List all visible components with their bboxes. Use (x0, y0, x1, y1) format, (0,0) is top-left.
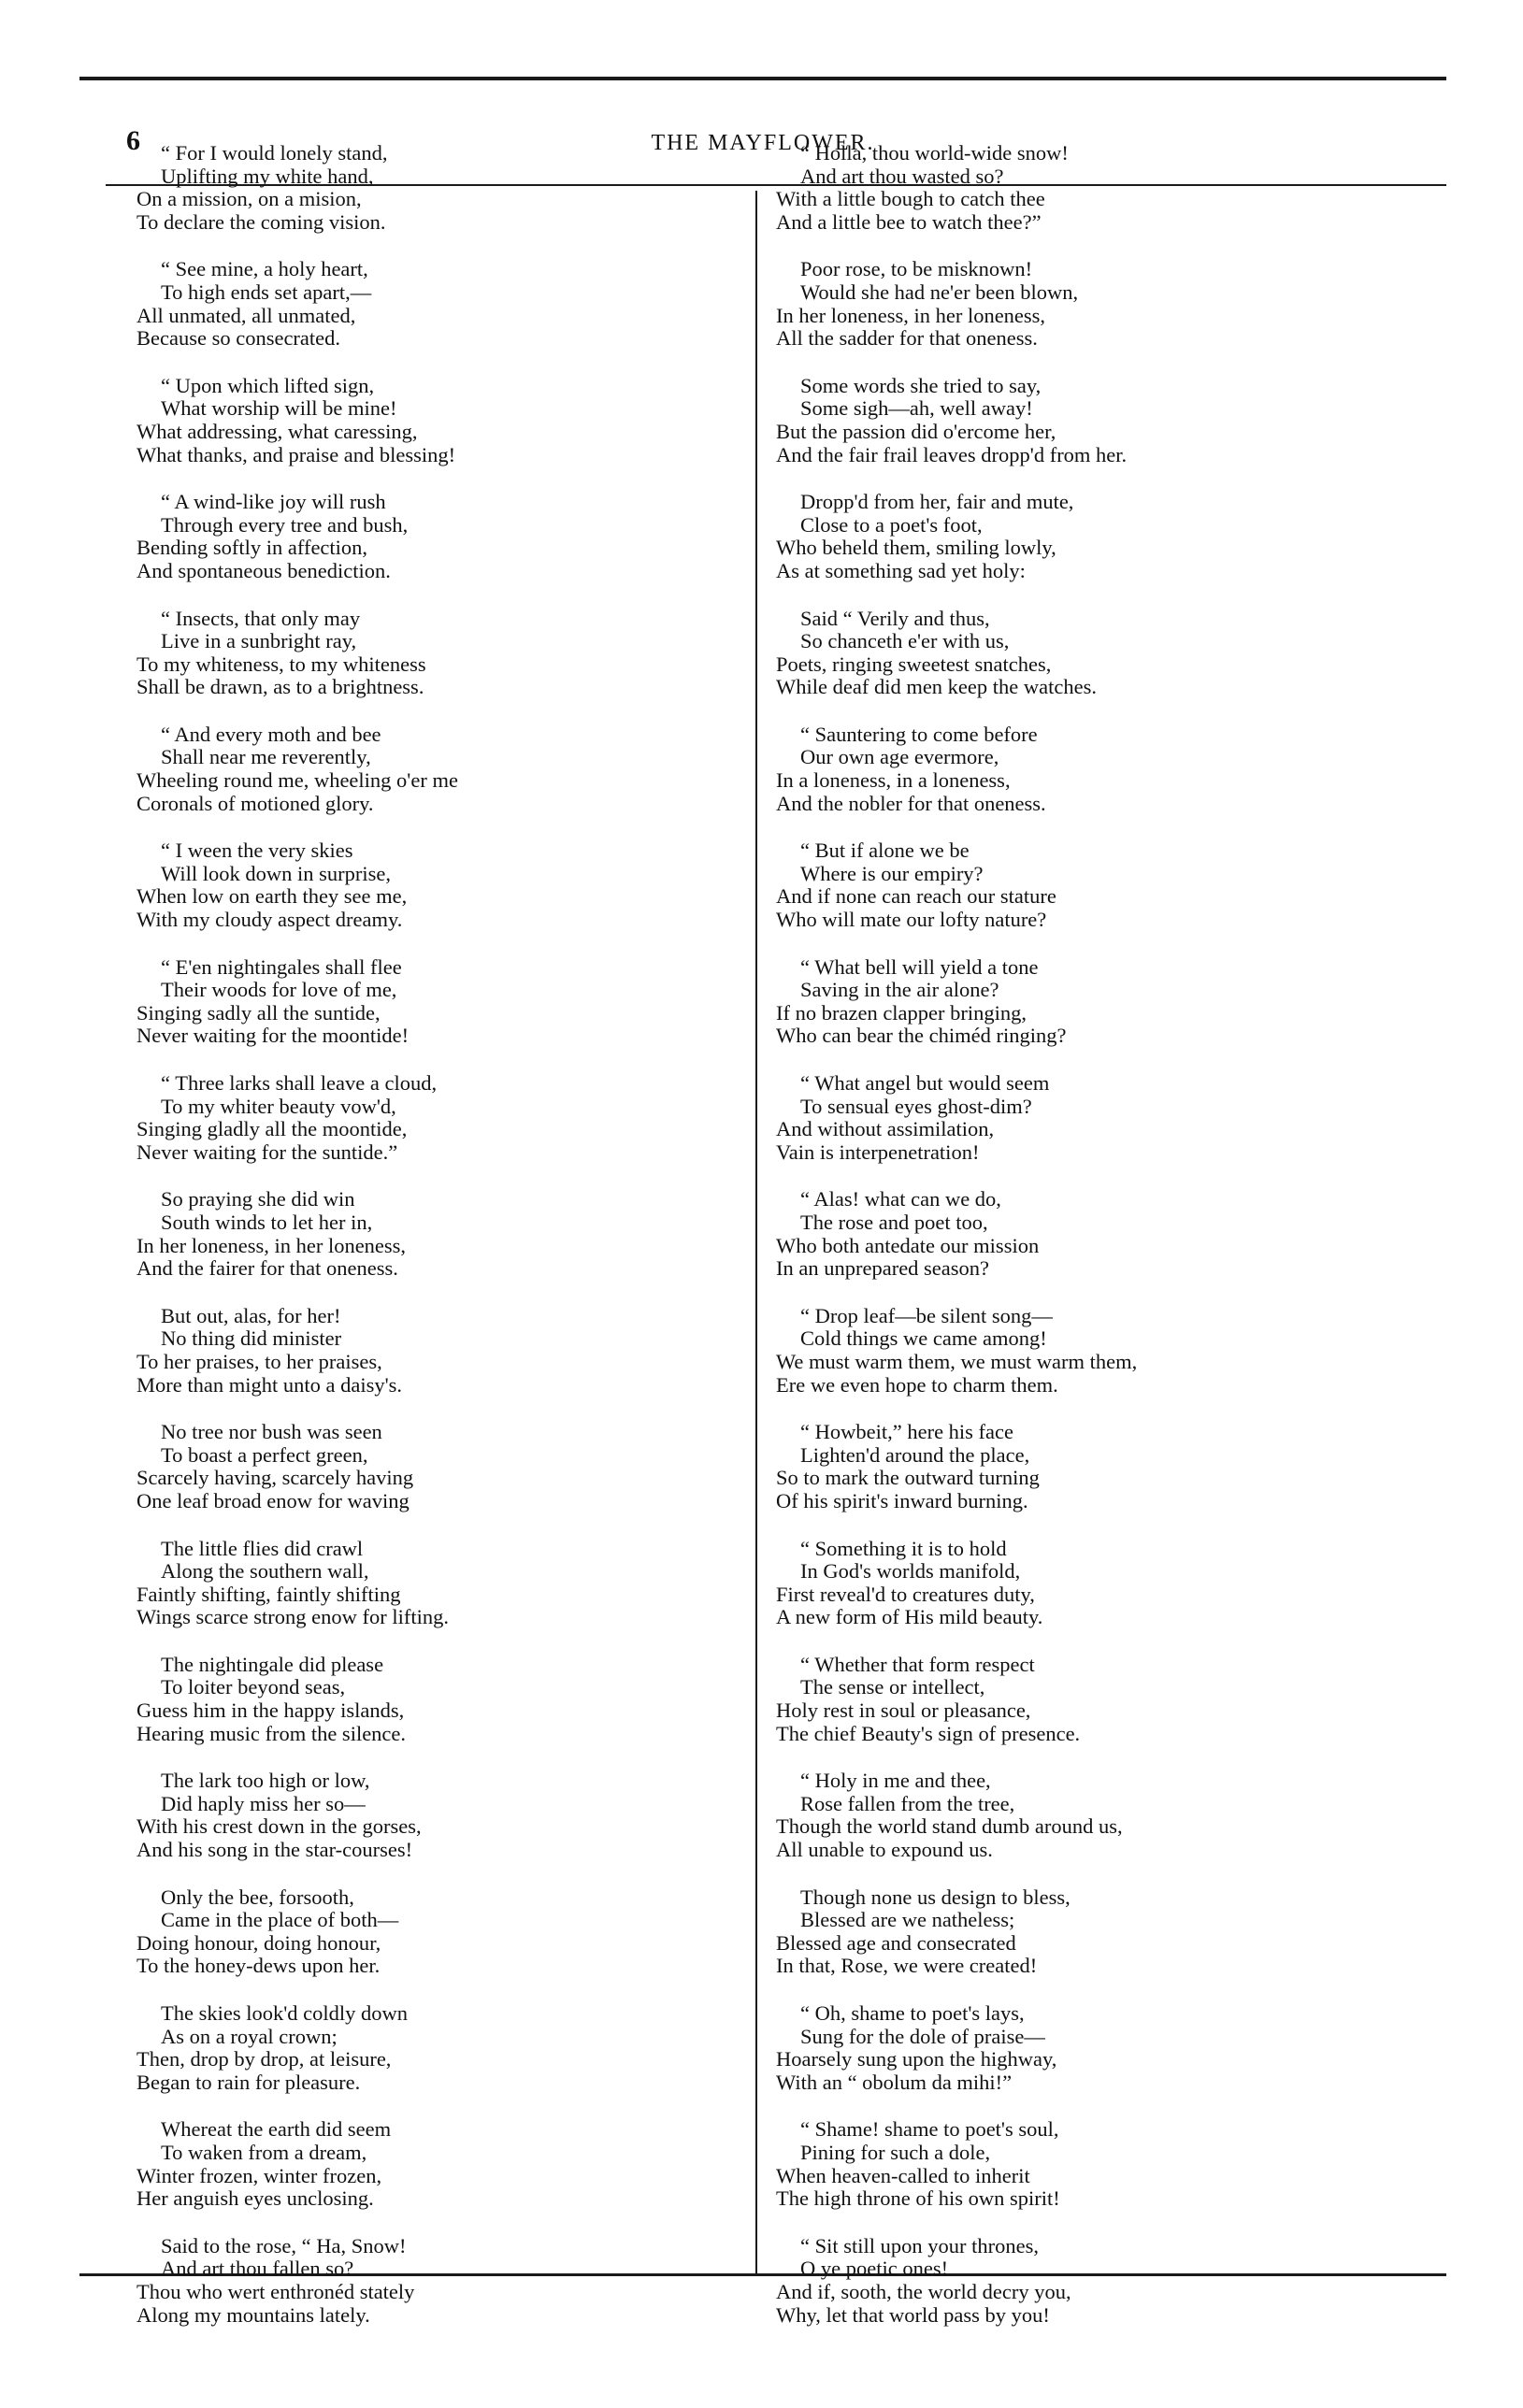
verse-line: “ What angel but would seem (800, 1071, 1050, 1095)
verse-line: Only the bee, forsooth, (161, 1885, 354, 1909)
verse-line: Blessed are we natheless; (800, 1908, 1015, 1932)
verse-line: To waken from a dream, (161, 2140, 367, 2164)
verse-line: Why, let that world pass by you! (776, 2302, 1050, 2327)
verse-line: “ Whether that form respect (800, 1652, 1035, 1676)
verse-line: “ What bell will yield a tone (800, 954, 1039, 979)
verse-line: Faintly shifting, faintly shifting (136, 1582, 401, 1606)
stanza (776, 2235, 1356, 2327)
verse-line: When low on earth they see me, (136, 884, 408, 909)
verse-line: Winter frozen, winter frozen, (136, 2163, 382, 2187)
stanza (776, 142, 1356, 234)
verse-line: In her loneness, in her loneness, (136, 1233, 407, 1257)
stanza (776, 956, 1356, 1048)
verse-line: Shall near me reverently, (161, 745, 371, 769)
verse-line: In an unprepared season? (776, 1256, 990, 1281)
verse-line: The little flies did crawl (161, 1536, 364, 1560)
stanza (136, 1770, 660, 1861)
verse-line: To the honey-dews upon her. (136, 1954, 381, 1978)
verse-line: Thou who wert enthronéd stately (136, 2279, 415, 2303)
stanza (776, 1188, 1356, 1280)
verse-line: “ See mine, a holy heart, (161, 257, 368, 281)
verse-line: The lark too high or low, (161, 1769, 370, 1793)
stanza (776, 1421, 1356, 1512)
verse-line: All the sadder for that oneness. (776, 326, 1038, 351)
verse-line: Close to a poet's foot, (800, 512, 983, 537)
verse-line: Would she had ne'er been blown, (800, 280, 1079, 304)
stanza (776, 2002, 1356, 2094)
verse-line: Bending softly in affection, (136, 536, 368, 560)
verse-line: Doing honour, doing honour, (136, 1930, 381, 1955)
stanza (776, 1654, 1356, 1745)
verse-line: Hoarsely sung upon the highway, (776, 2047, 1057, 2071)
verse-line: The sense or intellect, (800, 1675, 985, 1699)
stanza (136, 2002, 660, 2094)
stanza (136, 1886, 660, 1978)
verse-line: If no brazen clapper bringing, (776, 1000, 1027, 1025)
verse-line: To my whiter beauty vow'd, (161, 1094, 396, 1118)
verse-line: Poor rose, to be misknown! (800, 257, 1033, 281)
verse-line: Some words she tried to say, (800, 373, 1042, 397)
verse-line: And art thou fallen so? (161, 2257, 354, 2281)
running-head-title: THE MAYFLOWER. (651, 131, 875, 155)
verse-line: What worship will be mine! (161, 396, 397, 421)
verse-line: Said to the rose, “ Ha, Snow! (161, 2233, 407, 2258)
verse-line: Hearing music from the silence. (136, 1721, 407, 1745)
verse-line: “ Something it is to hold (800, 1536, 1007, 1560)
verse-line: The high throne of his own spirit! (776, 2186, 1060, 2211)
verse-line: Wings scarce strong enow for lifting. (136, 1605, 450, 1629)
verse-line: To sensual eyes ghost-dim? (800, 1094, 1032, 1118)
verse-line: Uplifting my white hand, (161, 164, 374, 188)
verse-line: “ Shame! shame to poet's soul, (800, 2117, 1059, 2142)
verse-line: And if none can reach our stature (776, 884, 1056, 909)
verse-line: Dropp'd from her, fair and mute, (800, 490, 1074, 514)
verse-line: Guess him in the happy islands, (136, 1698, 405, 1723)
verse-line: “ Holy in me and thee, (800, 1769, 991, 1793)
verse-line: To loiter beyond seas, (161, 1675, 346, 1699)
column-divider (755, 191, 757, 2273)
stanza (136, 258, 660, 350)
stanza (776, 608, 1356, 699)
stanza (776, 2118, 1356, 2210)
verse-line: The skies look'd coldly down (161, 2001, 409, 2025)
verse-line: And without assimilation, (776, 1117, 995, 1141)
verse-line: Began to rain for pleasure. (136, 2070, 361, 2094)
verse-line: And art thou wasted so? (800, 164, 1004, 188)
verse-line: So to mark the outward turning (776, 1466, 1040, 1490)
verse-line: Came in the place of both— (161, 1908, 399, 1932)
verse-line: Who can bear the chiméd ringing? (776, 1024, 1067, 1048)
verse-line: To her praises, to her praises, (136, 1349, 382, 1373)
verse-line: Will look down in surprise, (161, 861, 391, 885)
verse-line: What addressing, what caressing, (136, 419, 418, 443)
stanza (776, 839, 1356, 931)
verse-line: Along my mountains lately. (136, 2302, 370, 2327)
verse-line: And spontaneous benediction. (136, 558, 391, 582)
verse-line: Singing gladly all the moontide, (136, 1117, 408, 1141)
verse-line: Ere we even hope to charm them. (776, 1372, 1058, 1397)
verse-line: And the fair frail leaves dropp'd from her. (776, 442, 1128, 466)
verse-line: Though none us design to bless, (800, 1885, 1070, 1909)
verse-line: “ A wind-like joy will rush (161, 490, 386, 514)
verse-line: So praying she did win (161, 1187, 355, 1211)
verse-line: Never waiting for the suntide.” (136, 1140, 398, 1164)
verse-line: “ Sit still upon your thrones, (800, 2233, 1039, 2258)
verse-line: Her anguish eyes unclosing. (136, 2186, 374, 2211)
stanza (776, 258, 1356, 350)
verse-line: We must warm them, we must warm them, (776, 1349, 1138, 1373)
verse-line: All unmated, all unmated, (136, 303, 356, 327)
page-number: 6 (126, 125, 140, 156)
verse-line: “ Sauntering to come before (800, 722, 1038, 746)
verse-line: Some sigh—ah, well away! (800, 396, 1033, 421)
stanza (136, 1072, 660, 1164)
verse-line: Lighten'd around the place, (800, 1442, 1030, 1467)
verse-line: While deaf did men keep the watches. (776, 675, 1097, 699)
stanza (136, 2118, 660, 2210)
verse-line: Cold things we came among! (800, 1326, 1047, 1351)
verse-line: South winds to let her in, (161, 1210, 373, 1234)
verse-line: Then, drop by drop, at leisure, (136, 2047, 392, 2071)
stanza (136, 375, 660, 466)
verse-line: Coronals of motioned glory. (136, 791, 374, 815)
verse-line: “ Drop leaf—be silent song— (800, 1303, 1053, 1327)
verse-line: Rose fallen from the tree, (800, 1791, 1015, 1815)
verse-line: Singing sadly all the suntide, (136, 1000, 381, 1025)
stanza (136, 142, 660, 234)
verse-line: Vain is interpenetration! (776, 1140, 980, 1164)
verse-line: Pining for such a dole, (800, 2140, 991, 2164)
verse-line: “ Upon which lifted sign, (161, 373, 375, 397)
verse-line: Of his spirit's inward burning. (776, 1488, 1028, 1512)
verse-line: The rose and poet too, (800, 1210, 988, 1234)
verse-line: Who beheld them, smiling lowly, (776, 536, 1056, 560)
left-column (136, 142, 660, 2351)
verse-line: One leaf broad enow for waving (136, 1488, 409, 1512)
verse-line: To high ends set apart,— (161, 280, 372, 304)
verse-line: Our own age evermore, (800, 745, 999, 769)
verse-line: Who both antedate our mission (776, 1233, 1040, 1257)
verse-line: First reveal'd to creatures duty, (776, 1582, 1035, 1606)
verse-line: All unable to expound us. (776, 1838, 993, 1862)
verse-line: So chanceth e'er with us, (800, 629, 1010, 653)
verse-line: Who will mate our lofty nature? (776, 908, 1047, 932)
stanza (776, 1305, 1356, 1397)
verse-line: Sung for the dole of praise— (800, 2024, 1045, 2048)
verse-line: Though the world stand dumb around us, (776, 1814, 1123, 1839)
verse-line: Never waiting for the moontide! (136, 1024, 409, 1048)
stanza (776, 491, 1356, 582)
verse-line: “ E'en nightingales shall flee (161, 954, 402, 979)
verse-line: On a mission, on a mision, (136, 187, 362, 211)
verse-line: Their woods for love of me, (161, 978, 397, 1002)
verse-line: As at something sad yet holy: (776, 558, 1026, 582)
verse-line: And the nobler for that oneness. (776, 791, 1046, 815)
verse-line: What thanks, and praise and blessing! (136, 442, 456, 466)
verse-line: With his crest down in the gorses, (136, 1814, 422, 1839)
stanza (136, 1188, 660, 1280)
stanza (776, 1538, 1356, 1629)
verse-line: Holy rest in soul or pleasance, (776, 1698, 1031, 1723)
verse-line: Along the southern wall, (161, 1559, 369, 1584)
verse-line: With my cloudy aspect dreamy. (136, 908, 403, 932)
verse-line: Live in a sunbright ray, (161, 629, 357, 653)
verse-line: “ Alas! what can we do, (800, 1187, 1001, 1211)
verse-line: Wheeling round me, wheeling o'er me (136, 768, 458, 793)
stanza (776, 1072, 1356, 1164)
stanza (136, 1538, 660, 1629)
stanza (136, 2235, 660, 2327)
verse-line: “ Insects, that only may (161, 606, 361, 630)
stanza (136, 956, 660, 1048)
verse-line: Said “ Verily and thus, (800, 606, 990, 630)
verse-line: In that, Rose, we were created! (776, 1954, 1038, 1978)
verse-line: And his song in the star-courses! (136, 1838, 413, 1862)
verse-line: Did haply miss her so— (161, 1791, 366, 1815)
verse-line: With an “ obolum da mihi!” (776, 2070, 1013, 2094)
stanza (776, 1770, 1356, 1861)
verse-line: “ Holla, thou world-wide snow! (800, 141, 1069, 165)
verse-line: “ I ween the very skies (161, 838, 353, 863)
verse-line: O ye poetic ones! (800, 2257, 949, 2281)
stanza (136, 1654, 660, 1745)
verse-line: “ But if alone we be (800, 838, 970, 863)
stanza (136, 1421, 660, 1512)
verse-line: More than might unto a daisy's. (136, 1372, 403, 1397)
verse-line: “ For I would lonely stand, (161, 141, 388, 165)
stanza (136, 491, 660, 582)
verse-line: “ Oh, shame to poet's lays, (800, 2001, 1025, 2025)
top-rule (79, 77, 1446, 80)
verse-line: In her loneness, in her loneness, (776, 303, 1046, 327)
verse-line: The chief Beauty's sign of presence. (776, 1721, 1081, 1745)
stanza (136, 1305, 660, 1397)
stanza (776, 724, 1356, 815)
verse-line: Whereat the earth did seem (161, 2117, 392, 2142)
verse-line: “ Howbeit,” here his face (800, 1420, 1014, 1444)
verse-line: Shall be drawn, as to a brightness. (136, 675, 424, 699)
verse-line: Scarcely having, scarcely having (136, 1466, 414, 1490)
verse-line: The nightingale did please (161, 1652, 384, 1676)
stanza (136, 724, 660, 815)
right-column (776, 142, 1356, 2351)
verse-line: No tree nor bush was seen (161, 1420, 382, 1444)
verse-line: With a little bough to catch thee (776, 187, 1045, 211)
verse-line: Blessed age and consecrated (776, 1930, 1016, 1955)
verse-line: But out, alas, for her! (161, 1303, 341, 1327)
verse-line: When heaven-called to inherit (776, 2163, 1030, 2187)
verse-line: In God's worlds manifold, (800, 1559, 1021, 1584)
verse-line: To boast a perfect green, (161, 1442, 368, 1467)
verse-line: And the fairer for that oneness. (136, 1256, 398, 1281)
stanza (776, 1886, 1356, 1978)
stanza (776, 375, 1356, 466)
verse-line: In a loneness, in a loneness, (776, 768, 1011, 793)
verse-line: “ And every moth and bee (161, 722, 381, 746)
stanza (136, 839, 660, 931)
verse-line: Where is our empiry? (800, 861, 984, 885)
verse-line: A new form of His mild beauty. (776, 1605, 1043, 1629)
verse-line: No thing did minister (161, 1326, 342, 1351)
verse-line: Saving in the air alone? (800, 978, 999, 1002)
stanza (136, 608, 660, 699)
verse-line: And if, sooth, the world decry you, (776, 2279, 1071, 2303)
verse-line: Because so consecrated. (136, 326, 341, 351)
verse-line: And a little bee to watch thee?” (776, 209, 1042, 234)
verse-line: As on a royal crown; (161, 2024, 338, 2048)
verse-line: But the passion did o'ercome her, (776, 419, 1056, 443)
verse-line: Through every tree and bush, (161, 512, 409, 537)
verse-line: To my whiteness, to my whiteness (136, 652, 426, 676)
verse-line: Poets, ringing sweetest snatches, (776, 652, 1052, 676)
verse-line: To declare the coming vision. (136, 209, 386, 234)
verse-line: “ Three larks shall leave a cloud, (161, 1071, 438, 1095)
